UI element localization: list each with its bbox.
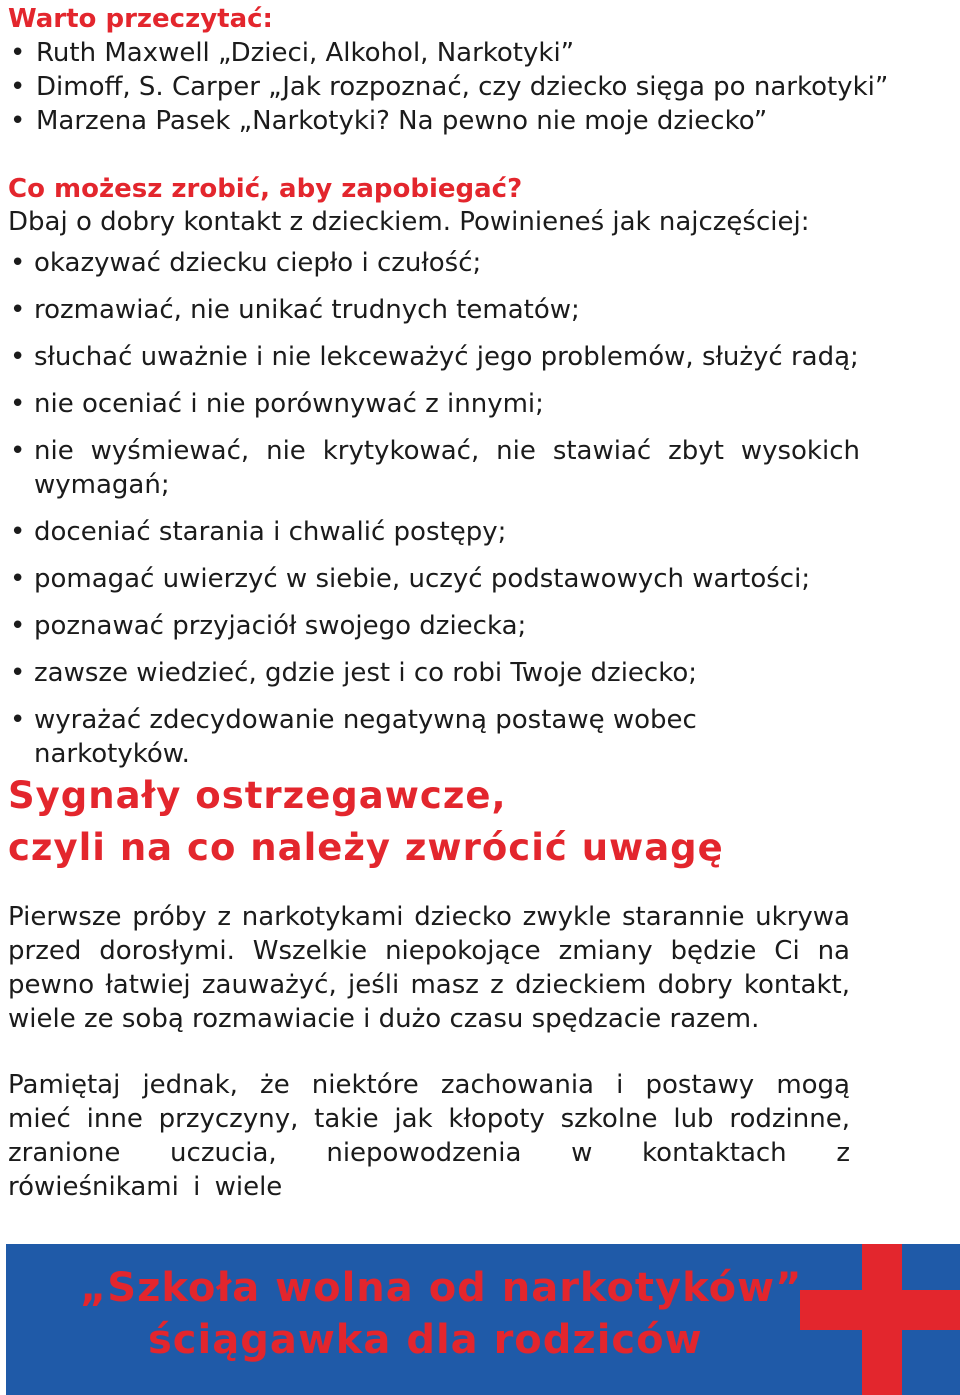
list-item: • nie wyśmiewać, nie krytykować, nie stawiać zbyt wysokich wymagań; [10, 434, 860, 502]
list-item: • wyrażać zdecydowanie negatywną postawę wobec narkotyków. [10, 703, 860, 771]
list-item: • okazywać dziecku ciepło i czułość; [10, 246, 860, 280]
prevention-intro: Dbaj o dobry kontakt z dzieckiem. Powinieneś jak najczęściej: [8, 207, 810, 237]
list-item: • nie oceniać i nie porównywać z innymi; [10, 387, 860, 421]
list-item: • słuchać uważnie i nie lekceważyć jego problemów, służyć radą; [10, 340, 860, 374]
banner-title-line1: „Szkoła wolna od narkotyków” [80, 1265, 803, 1311]
warning-paragraph-1: Pierwsze próby z narkotykami dziecko zwykle starannie ukrywa przed dorosłymi. Wszelkie niepokojące zmiany będzie Ci na pewno łatwiej zauważyć, jeśli masz z dzieckiem dobry kontakt, wiele ze sobą rozmawiacie i dużo czasu spędzacie razem. [8, 902, 850, 1034]
warning-title [8, 770, 724, 874]
reading-item: • Dimoff, S. Carper „Jak rozpoznać, czy dziecko sięga po narkotyki” [8, 70, 888, 104]
list-item: • doceniać starania i chwalić postępy; [10, 515, 860, 549]
prevention-list [10, 246, 860, 771]
list-item: • rozmawiać, nie unikać trudnych tematów; [10, 293, 860, 327]
list-item: • zawsze wiedzieć, gdzie jest i co robi Twoje dziecko; [10, 656, 860, 690]
prevention-heading: Co możesz zrobić, aby zapobiegać? [8, 174, 523, 204]
warning-title-line2: czyli na co należy zwrócić uwagę [8, 826, 724, 869]
red-cross-bar [800, 1290, 960, 1330]
reading-section [8, 2, 888, 138]
warning-title-line1: Sygnały ostrzegawcze, [8, 774, 507, 817]
list-item: • pomagać uwierzyć w siebie, uczyć podstawowych wartości; [10, 562, 860, 596]
list-item: • poznawać przyjaciół swojego dziecka; [10, 609, 860, 643]
reading-heading: Warto przeczytać: [8, 4, 273, 34]
reading-item: • Marzena Pasek „Narkotyki? Na pewno nie moje dziecko” [8, 104, 888, 138]
banner-title-line2: ściągawka dla rodziców [148, 1317, 703, 1363]
reading-item: • Ruth Maxwell „Dzieci, Alkohol, Narkotyki” [8, 36, 888, 70]
warning-paragraph-2: Pamiętaj jednak, że niektóre zachowania i postawy mogą mieć inne przyczyny, takie jak kłopoty szkolne lub rodzinne, zranione uczucia, niepowodzenia w kontaktach z rówieśnikami i wiele [8, 1070, 850, 1202]
